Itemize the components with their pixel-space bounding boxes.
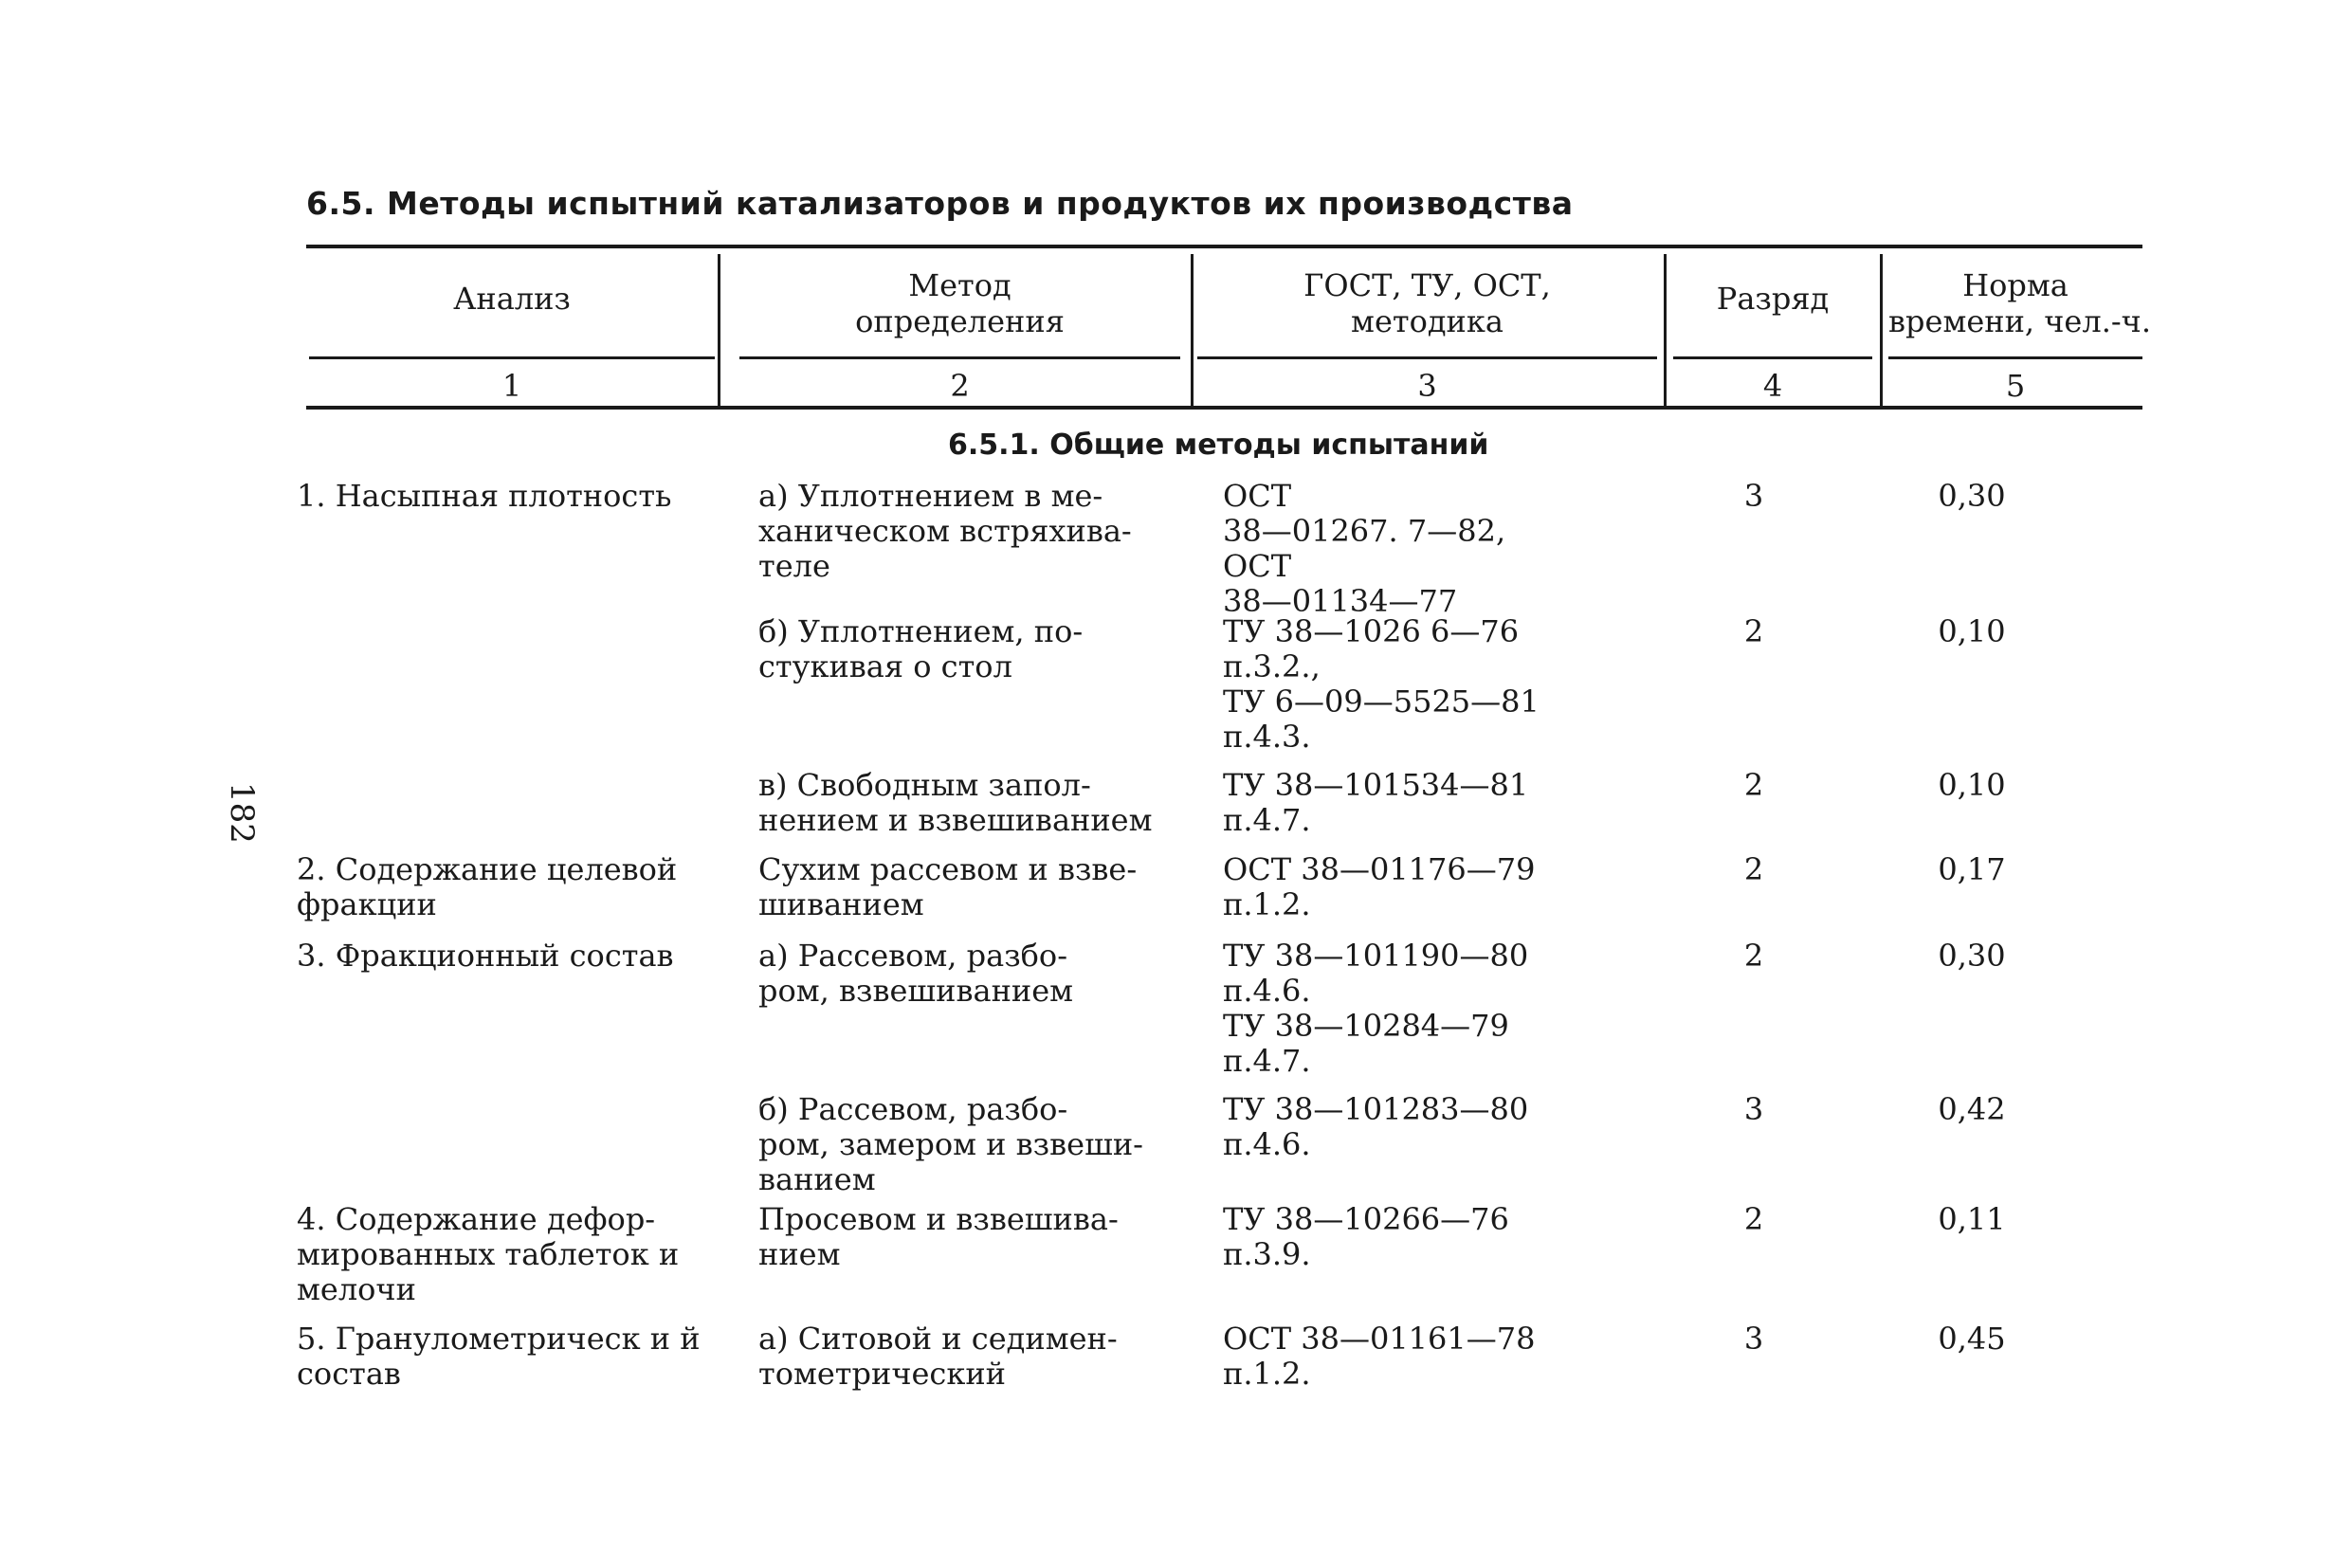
standard-cell-line: ОСТ [1223, 478, 1292, 514]
standard-cell [1223, 939, 1621, 1079]
rank-cell: 2 [1743, 767, 1764, 803]
method-cell-line: б) Уплотнением, по- [758, 613, 1084, 649]
analysis-cell [297, 479, 704, 514]
header-analysis: Анализ [453, 281, 571, 317]
header-underline-col2 [739, 356, 1180, 359]
analysis-cell-line: 2. Содержание целевой [297, 851, 678, 887]
header-standard [1197, 267, 1657, 339]
header-norm-line2: времени, чел.-ч. [1888, 303, 2151, 339]
column-divider-4 [1880, 254, 1883, 406]
header-underline-col3 [1197, 356, 1657, 359]
standard-cell-line: ТУ 6—09—5525—81 [1223, 684, 1540, 720]
page-number: 182 [223, 782, 261, 844]
standard-cell-line: 38—01267. 7—82, [1223, 513, 1506, 549]
rank-cell: 2 [1743, 938, 1764, 974]
header-standard-line2: методика [1351, 303, 1504, 339]
norm-cell: 0,30 [1938, 478, 2006, 514]
analysis-cell-line: состав [297, 1356, 401, 1392]
norm-cell: 0,45 [1938, 1321, 2006, 1357]
standard-cell [1223, 1092, 1621, 1162]
method-cell-line: нением и взвешиванием [758, 802, 1153, 838]
rank-cell: 2 [1743, 1201, 1764, 1237]
column-divider-2 [1191, 254, 1194, 406]
norm-cell: 0,10 [1938, 767, 2006, 803]
header-standard-line1: ГОСТ, ТУ, ОСТ, [1303, 267, 1551, 303]
norm-cell: 0,11 [1938, 1201, 2006, 1237]
method-cell-line: Сухим рассевом и взве- [758, 851, 1138, 887]
header-norm [1888, 267, 2151, 339]
standard-cell-line: 38—01134—77 [1223, 583, 1458, 619]
norm-cell: 0,10 [1938, 613, 2006, 649]
standard-cell-line: ТУ 38—101534—81 [1223, 767, 1529, 803]
method-cell-line: Просевом и взвешива- [758, 1201, 1119, 1237]
analysis-cell [297, 1322, 704, 1392]
header-underline-col1 [309, 356, 715, 359]
method-cell [758, 939, 1166, 1009]
analysis-cell-line: 5. Гранулометрическ и й [297, 1321, 701, 1357]
method-cell-line: нием [758, 1236, 841, 1272]
method-cell [758, 852, 1166, 922]
method-cell [758, 768, 1166, 838]
method-cell-line: ром, замером и взвеши- [758, 1126, 1143, 1162]
method-cell-line: стукивая о стол [758, 648, 1012, 684]
column-number-3: 3 [1417, 368, 1437, 404]
standard-cell-line: п.4.6. [1223, 1126, 1311, 1162]
column-number-rule [306, 406, 2142, 410]
column-number-1: 1 [501, 368, 522, 404]
analysis-cell [297, 1202, 704, 1307]
rank-cell: 2 [1743, 851, 1764, 887]
rank-cell: 2 [1743, 613, 1764, 649]
header-method [739, 267, 1180, 339]
standard-cell [1223, 1322, 1621, 1392]
standard-cell-line: ОСТ [1223, 548, 1292, 584]
standard-cell-line: ТУ 38—101190—80 [1223, 938, 1529, 974]
header-rank: Разряд [1716, 281, 1830, 317]
norm-cell: 0,30 [1938, 938, 2006, 974]
analysis-cell-line: 1. Насыпная плотность [297, 478, 672, 514]
method-cell-line: ханическом встряхива- [758, 513, 1132, 549]
analysis-cell-line: фракции [297, 886, 437, 922]
method-cell-line: ром, взвешиванием [758, 973, 1074, 1009]
standard-cell-line: ТУ 38—1026 6—76 [1223, 613, 1520, 649]
standard-cell [1223, 614, 1621, 755]
standard-cell-line: п.4.7. [1223, 802, 1311, 838]
standard-cell-line: ТУ 38—10284—79 [1223, 1008, 1509, 1044]
method-cell-line: б) Рассевом, разбо- [758, 1091, 1068, 1127]
standard-cell-line: п.1.2. [1223, 1356, 1311, 1392]
header-underline-col4 [1673, 356, 1872, 359]
analysis-cell-line: мелочи [297, 1271, 416, 1307]
standard-cell [1223, 768, 1621, 838]
header-underline-col5 [1888, 356, 2142, 359]
standard-cell [1223, 1202, 1621, 1272]
standard-cell [1223, 479, 1621, 619]
section-title: 6.5.1. Общие методы испытаний [948, 428, 1489, 462]
norm-cell: 0,42 [1938, 1091, 2006, 1127]
table-title: 6.5. Методы испытний катализаторов и продуктов их производства [306, 185, 1574, 222]
method-cell-line: а) Уплотнением в ме- [758, 478, 1103, 514]
method-cell [758, 1092, 1166, 1197]
column-divider-3 [1664, 254, 1667, 406]
analysis-cell-line: мированных таблеток и [297, 1236, 680, 1272]
method-cell [758, 479, 1166, 584]
standard-cell-line: ОСТ 38—01176—79 [1223, 851, 1536, 887]
column-number-2: 2 [950, 368, 970, 404]
header-norm-line1: Норма [1962, 267, 2069, 303]
analysis-cell [297, 852, 704, 922]
standard-cell-line: п.4.3. [1223, 719, 1311, 755]
analysis-cell-line: 3. Фракционный состав [297, 938, 674, 974]
column-number-4: 4 [1762, 368, 1783, 404]
rank-cell: 3 [1743, 1091, 1764, 1127]
method-cell-line: ванием [758, 1161, 876, 1197]
method-cell [758, 614, 1166, 684]
method-cell-line: а) Рассевом, разбо- [758, 938, 1067, 974]
analysis-cell [297, 939, 704, 974]
standard-cell-line: п.3.2., [1223, 648, 1321, 684]
rank-cell: 3 [1743, 1321, 1764, 1357]
standard-cell-line: ТУ 38—10266—76 [1223, 1201, 1509, 1237]
header-method-line1: Метод [908, 267, 1011, 303]
rank-cell: 3 [1743, 478, 1764, 514]
method-cell [758, 1322, 1166, 1392]
standard-cell-line: п.4.6. [1223, 973, 1311, 1009]
method-cell [758, 1202, 1166, 1272]
standard-cell-line: п.4.7. [1223, 1043, 1311, 1079]
standard-cell-line: ТУ 38—101283—80 [1223, 1091, 1529, 1127]
method-cell-line: а) Ситовой и седимен- [758, 1321, 1118, 1357]
column-number-5: 5 [2005, 368, 2026, 404]
norm-cell: 0,17 [1938, 851, 2006, 887]
standard-cell-line: ОСТ 38—01161—78 [1223, 1321, 1536, 1357]
method-cell-line: тометрический [758, 1356, 1006, 1392]
column-divider-1 [718, 254, 720, 406]
method-cell-line: теле [758, 548, 830, 584]
table-top-rule [306, 245, 2142, 248]
standard-cell-line: п.3.9. [1223, 1236, 1311, 1272]
analysis-cell-line: 4. Содержание дефор- [297, 1201, 656, 1237]
method-cell-line: шиванием [758, 886, 924, 922]
standard-cell-line: п.1.2. [1223, 886, 1311, 922]
standard-cell [1223, 852, 1621, 922]
header-method-line2: определения [855, 303, 1065, 339]
method-cell-line: в) Свободным запол- [758, 767, 1091, 803]
